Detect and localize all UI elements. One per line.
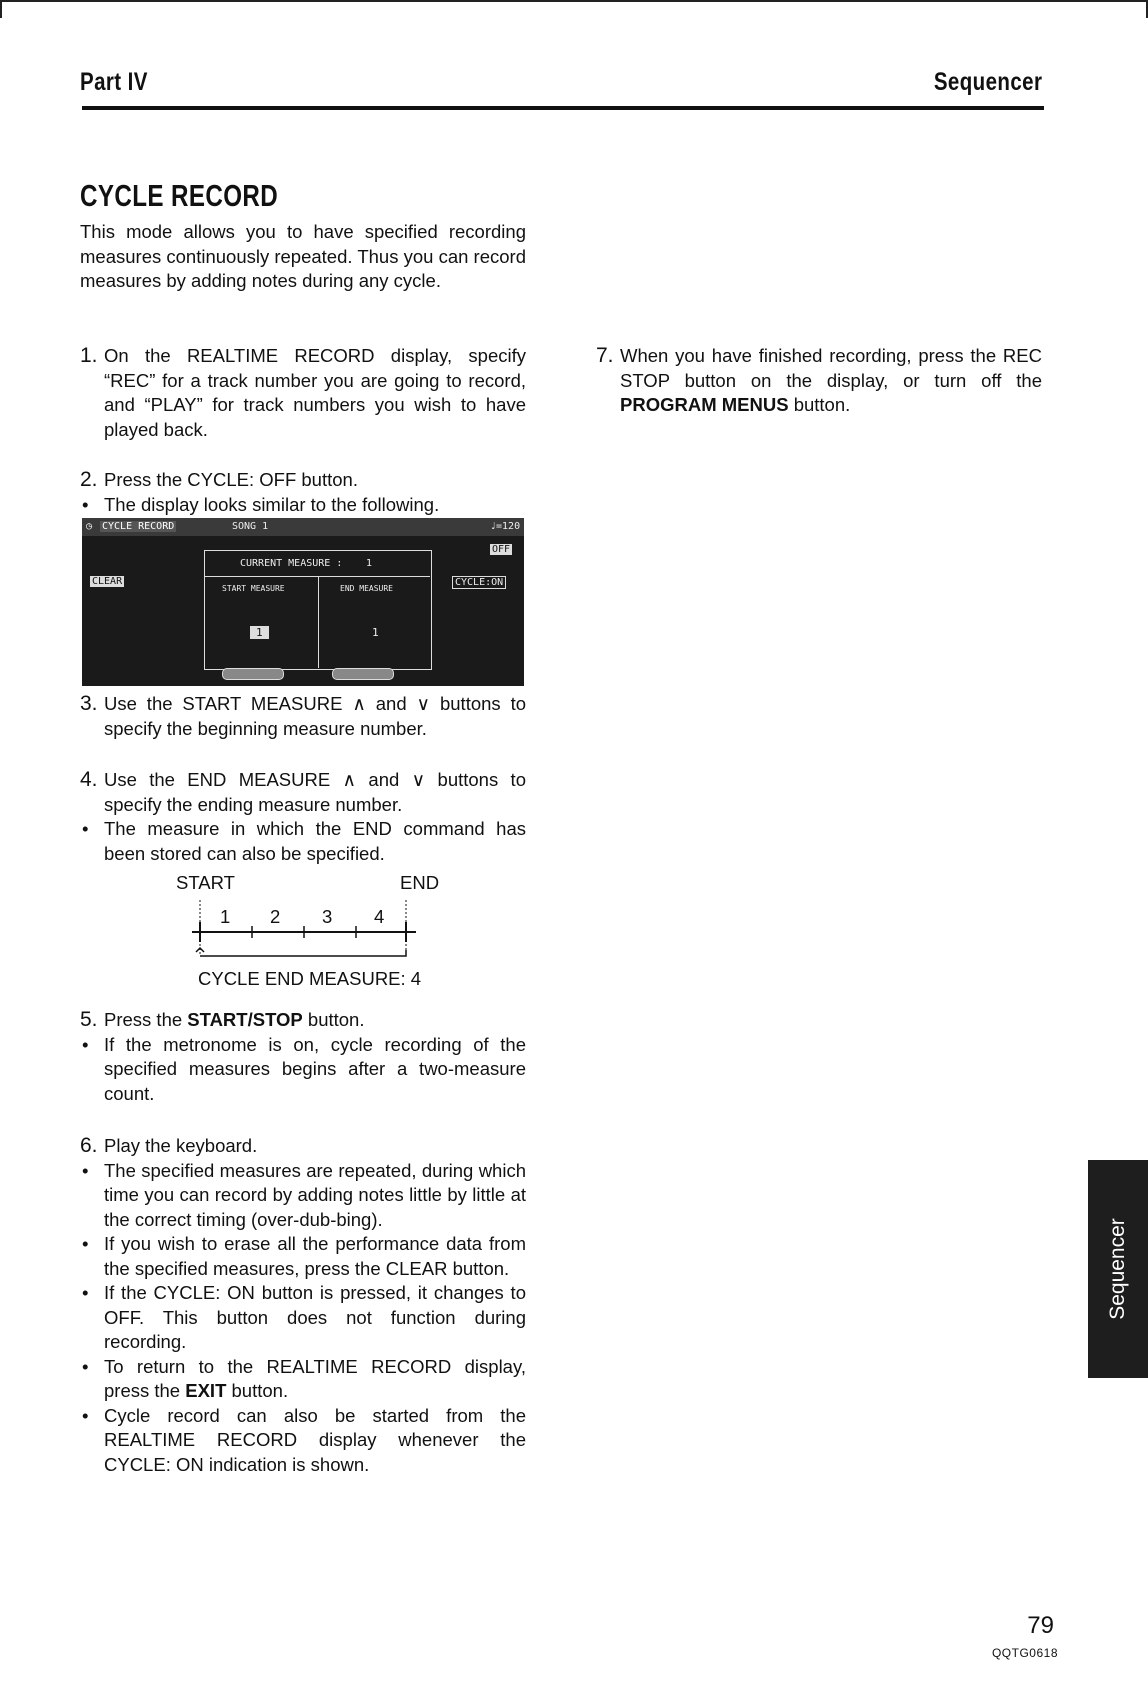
bullet-text: If the metronome is on, cycle recording of the specified measures begins after a two-measure count. <box>104 1033 526 1104</box>
measure-3: 3 <box>322 906 333 927</box>
bullet-text: If the CYCLE: ON button is pressed, it changes to OFF. This button does not function during recording. <box>104 1282 526 1352</box>
step-7 <box>596 344 1042 418</box>
lcd-cycle-button[interactable]: CYCLE:ON <box>452 576 506 589</box>
exit-label: EXIT <box>185 1380 227 1401</box>
step-number: 7. <box>596 344 614 367</box>
step-number: 6. <box>80 1134 98 1157</box>
end-measure-updown-button[interactable] <box>332 668 394 680</box>
step-number: 1. <box>80 344 98 367</box>
side-tab <box>1088 1160 1148 1378</box>
measure-2: 2 <box>270 906 281 927</box>
lcd-end-value: 1 <box>372 626 379 639</box>
top-border-left-tick <box>0 0 2 18</box>
top-border <box>0 0 1148 2</box>
bullet-text: To return to the REALTIME RECORD display, press the <box>104 1355 526 1401</box>
bullet-text: If you wish to erase all the performance data from the specified measures, press the CLEAR button. <box>104 1233 526 1279</box>
lcd-divider <box>204 576 430 577</box>
lcd-song: SONG 1 <box>232 521 269 532</box>
lcd-display <box>82 518 524 686</box>
start-stop-label: START/STOP <box>187 1009 303 1030</box>
step-text: On the REALTIME RECORD display, specify “REC” for a track number you are going to record, and “PLAY” for track numbers you wish to have played back. <box>104 345 526 440</box>
measure-1: 1 <box>220 906 231 927</box>
clock-icon: ◷ <box>86 521 93 532</box>
diagram-end-label: END <box>400 872 440 893</box>
step-number: 2. <box>80 468 98 491</box>
lcd-end-label: END MEASURE <box>340 584 393 593</box>
header-rule <box>82 106 1044 110</box>
lcd-column-divider <box>318 576 319 668</box>
bullet-text: The specified measures are repeated, during which time you can record by adding notes little by little at the correct timing (over-dub-bing). <box>104 1159 526 1230</box>
step-number: 4. <box>80 768 98 791</box>
lcd-start-label: START MEASURE <box>222 584 285 593</box>
step-6: 6. Play the keyboard. • The specified measures are repeated, during which time you can record by adding notes little by little at the correct timing (over-dub-bing). • If you wish to erase all the performance data from the specified measures, press the CLEAR button. • If the CYCLE: ON button is pressed, it changes to OFF. This button does not function during recording. • To return to the REALTIME RECORD display, press the EXIT button. • Cycle record can also be started from the REALTIME RECORD display whenever the CYCLE: ON indication is shown. <box>80 1134 526 1475</box>
bullet-text: Cycle record can also be started from the REALTIME RECORD display whenever the CYCLE: ON indication is shown. <box>104 1404 526 1475</box>
intro-paragraph <box>80 220 526 294</box>
step-1 <box>80 344 526 442</box>
bullet-text: The display looks similar to the following. <box>104 493 440 515</box>
step-5: 5. Press the START/STOP button. • If the metronome is on, cycle recording of the specified measures begins after a two-measure count. <box>80 1008 526 1104</box>
step-text-end: button. <box>302 1009 365 1030</box>
step-text: Play the keyboard. <box>104 1135 258 1156</box>
step-text: Use the START MEASURE ∧ and ∨ buttons to specify the beginning measure number. <box>104 693 526 739</box>
measure-diagram <box>170 872 470 992</box>
bullet-text-end: button. <box>226 1380 289 1401</box>
measure-timeline <box>170 896 470 966</box>
step-text: Press the CYCLE: OFF button. <box>104 469 358 490</box>
intro-text: This mode allows you to have specified recording measures continuously repeated. Thus you can record measures by adding notes during any cycle. <box>80 221 526 291</box>
program-menus-label: PROGRAM MENUS <box>620 394 789 415</box>
diagram-caption: CYCLE END MEASURE: 4 <box>198 968 422 989</box>
doc-code: QQTG0618 <box>991 1646 1058 1660</box>
lcd-current-value: 1 <box>366 558 373 569</box>
header-section: Sequencer <box>933 68 1042 96</box>
lcd-clear-button[interactable]: CLEAR <box>92 576 123 587</box>
lcd-current-label: CURRENT MEASURE : <box>240 558 343 569</box>
step-text: Use the END MEASURE ∧ and ∨ buttons to specify the ending measure number. <box>104 769 526 815</box>
start-measure-updown-button[interactable] <box>222 668 284 680</box>
lcd-tempo: ♩=120 <box>490 521 521 532</box>
step-text: When you have finished recording, press the REC STOP button on the display, or turn off the <box>620 345 1042 391</box>
measure-4: 4 <box>374 906 385 927</box>
step-text-end: button. <box>788 394 851 415</box>
lcd-start-value[interactable]: 1 <box>250 626 269 639</box>
diagram-start-label: START <box>176 872 235 893</box>
step-number: 5. <box>80 1008 98 1031</box>
page-number: 79 <box>1027 1612 1054 1639</box>
step-text: Press the <box>104 1009 188 1030</box>
step-number: 3. <box>80 692 98 715</box>
lcd-off-button[interactable]: OFF <box>492 544 511 555</box>
bullet-text: The measure in which the END command has been stored can also be specified. <box>104 818 526 864</box>
step-2: 2. Press the CYCLE: OFF button. • The display looks similar to the following. <box>80 468 440 515</box>
page-title: CYCLE RECORD <box>80 178 279 213</box>
header-part: Part IV <box>80 68 148 96</box>
lcd-mode: CYCLE RECORD <box>102 521 175 532</box>
side-tab-label: Sequencer <box>1106 1218 1129 1320</box>
step-4: 4. Use the END MEASURE ∧ and ∨ buttons to specify the ending measure number. • The measure in which the END command has been stored can also be specified. <box>80 768 526 864</box>
step-3 <box>80 692 526 741</box>
